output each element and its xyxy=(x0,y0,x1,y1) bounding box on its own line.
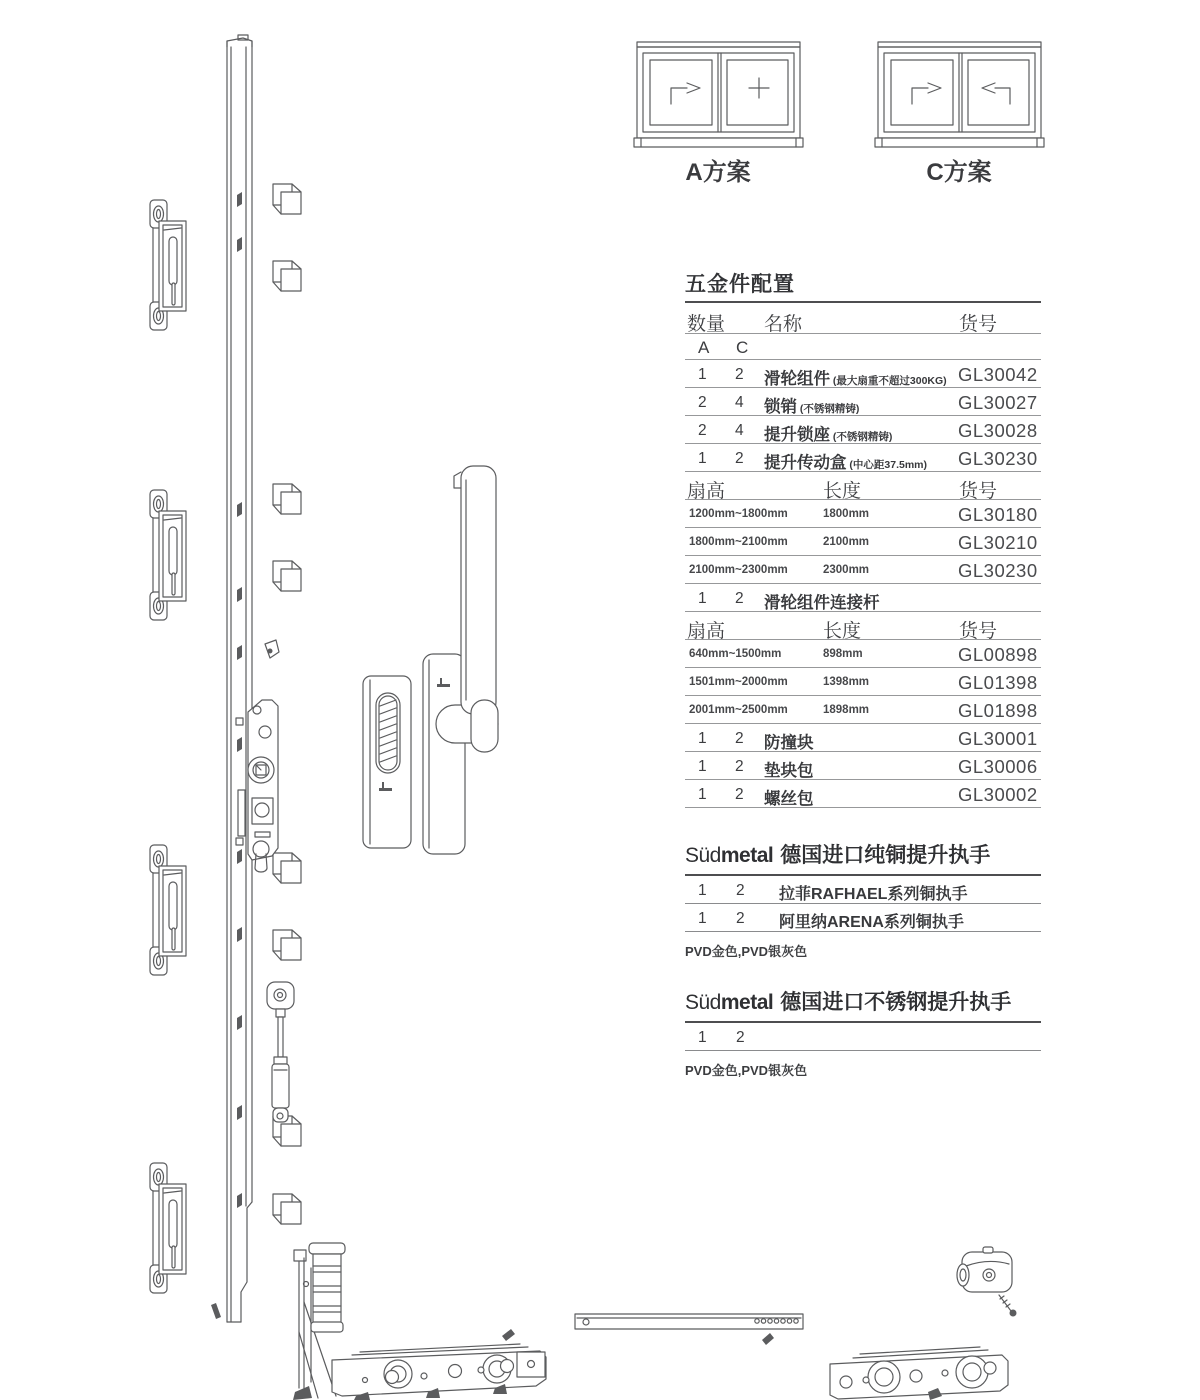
length-value: 1398mm xyxy=(823,676,870,688)
plan-a-label: A方案 xyxy=(685,159,751,186)
sash-height-range: 1200mm~1800mm xyxy=(689,508,788,520)
qty-c: 2 xyxy=(735,758,744,775)
part-code: GL30002 xyxy=(958,784,1038,805)
part-name: 锁销 (不锈钢精铸) xyxy=(764,398,860,416)
size-row xyxy=(685,640,1041,668)
hardware-row xyxy=(685,724,1041,752)
roller-assembly-drawing xyxy=(762,1333,1008,1400)
part-code: GL30180 xyxy=(958,504,1038,525)
size-row xyxy=(685,668,1041,696)
qty-c: 2 xyxy=(736,1029,745,1046)
hardware-row xyxy=(685,360,1041,388)
hardware-row xyxy=(685,584,1041,612)
sash-height-range: 2001mm~2500mm xyxy=(689,704,788,716)
part-note: (最大扇重不超过300KG) xyxy=(830,375,947,387)
handle-row xyxy=(685,904,1041,932)
part-name: 提升锁座 (不锈钢精铸) xyxy=(764,426,893,444)
size-header-row xyxy=(685,612,1041,640)
brand-metal: metal xyxy=(720,844,774,867)
sash-height-range: 1800mm~2100mm xyxy=(689,536,788,548)
window-plan-c-drawing xyxy=(875,42,1044,147)
brass-section-title xyxy=(685,839,1041,876)
hardware-row xyxy=(685,388,1041,416)
qty-c: 2 xyxy=(735,450,744,467)
gas-spring-drawing xyxy=(267,982,294,1122)
part-code: GL00898 xyxy=(958,644,1038,665)
handle-row xyxy=(685,1023,1041,1051)
corner-drive-drawing xyxy=(293,1243,546,1400)
sash-height-range: 2100mm~2300mm xyxy=(689,564,788,576)
col-code: 货号 xyxy=(959,314,998,335)
part-code: GL01398 xyxy=(958,672,1038,693)
steel-section-title xyxy=(685,986,1041,1023)
qty-col-a: A xyxy=(698,338,710,357)
lift-handle-drawing xyxy=(423,466,498,854)
part-code: GL30230 xyxy=(958,560,1038,581)
qty-a: 1 xyxy=(698,590,707,607)
part-note: (中心距37.5mm) xyxy=(846,459,928,471)
qty-a: 1 xyxy=(698,910,707,927)
qty-subheader xyxy=(685,334,1041,360)
screw-drawing xyxy=(999,1295,1017,1317)
hardware-table-header xyxy=(685,303,1041,334)
size-row xyxy=(685,500,1041,528)
qty-c: 2 xyxy=(736,882,745,899)
brand-sud: Süd xyxy=(685,991,721,1014)
qty-a: 2 xyxy=(698,422,707,439)
size-header-row xyxy=(685,472,1041,500)
col-qty: 数量 xyxy=(687,314,726,335)
steel-handle-section xyxy=(685,986,1041,1079)
flush-pull-drawing xyxy=(363,676,411,848)
part-name: 滑轮组件 (最大扇重不超过300KG) xyxy=(764,370,947,388)
size-row xyxy=(685,696,1041,724)
length-value: 898mm xyxy=(823,648,863,660)
col-sash-height: 扇高 xyxy=(687,481,726,502)
length-value: 1898mm xyxy=(823,704,870,716)
hardware-row xyxy=(685,416,1041,444)
part-code: GL30028 xyxy=(958,420,1038,441)
qty-c: 2 xyxy=(735,730,744,747)
qty-a: 1 xyxy=(698,450,707,467)
part-code: GL30006 xyxy=(958,756,1038,777)
length-value: 2300mm xyxy=(823,564,870,576)
locking-rail-drawing xyxy=(211,35,279,1322)
brass-handle-section xyxy=(685,839,1041,960)
qty-c: 2 xyxy=(735,366,744,383)
qty-c: 4 xyxy=(735,394,744,411)
brass-finish-note: PVD金色,PVD银灰色 xyxy=(685,944,808,959)
length-value: 2100mm xyxy=(823,536,870,548)
brass-handle-rows xyxy=(685,876,1041,932)
qty-a: 1 xyxy=(698,758,707,775)
part-name: 滑轮组件连接杆 xyxy=(764,594,880,612)
qty-c: 2 xyxy=(735,786,744,803)
qty-c: 4 xyxy=(735,422,744,439)
part-code: GL30001 xyxy=(958,728,1038,749)
hardware-rows xyxy=(685,360,1041,808)
qty-a: 2 xyxy=(698,394,707,411)
col-length: 长度 xyxy=(823,481,862,502)
part-name: 垫块包 xyxy=(764,762,814,780)
hardware-config-table xyxy=(685,272,1041,808)
qty-a: 1 xyxy=(698,1029,707,1046)
hardware-row xyxy=(685,444,1041,472)
anti-collision-block-drawing xyxy=(957,1247,1012,1292)
steel-handle-rows xyxy=(685,1023,1041,1051)
size-row xyxy=(685,556,1041,584)
handle-name: 拉菲RAFHAEL系列铜执手 xyxy=(779,886,968,903)
qty-a: 1 xyxy=(698,786,707,803)
steel-finish-note: PVD金色,PVD银灰色 xyxy=(685,1063,808,1078)
hardware-row xyxy=(685,752,1041,780)
part-code: GL30230 xyxy=(958,448,1038,469)
handle-name: 阿里纳ARENA系列铜执手 xyxy=(779,914,964,931)
brand-metal: metal xyxy=(720,991,774,1014)
window-plan-a-drawing xyxy=(634,42,803,147)
col-name: 名称 xyxy=(764,314,803,335)
connecting-bar-drawing xyxy=(575,1314,803,1329)
qty-a: 1 xyxy=(698,730,707,747)
col-code: 货号 xyxy=(959,621,998,642)
part-name: 螺丝包 xyxy=(764,790,814,808)
part-code: GL01898 xyxy=(958,700,1038,721)
part-name: 提升传动盒 (中心距37.5mm) xyxy=(764,454,928,472)
steel-section-heading: 德国进口不锈钢提升执手 xyxy=(780,991,1012,1014)
brand-sud: Süd xyxy=(685,844,721,867)
sash-height-range: 640mm~1500mm xyxy=(689,648,782,660)
part-code: GL30210 xyxy=(958,532,1038,553)
part-note: (不锈钢精铸) xyxy=(830,431,893,443)
plan-c-label: C方案 xyxy=(926,159,992,186)
sash-height-range: 1501mm~2000mm xyxy=(689,676,788,688)
handle-row xyxy=(685,876,1041,904)
part-note: (不锈钢精铸) xyxy=(797,403,860,415)
part-code: GL30042 xyxy=(958,364,1038,385)
col-code: 货号 xyxy=(959,481,998,502)
col-length: 长度 xyxy=(823,621,862,642)
gearbox-drawing xyxy=(236,700,278,872)
qty-a: 1 xyxy=(698,882,707,899)
part-name: 防撞块 xyxy=(764,734,814,752)
keeper-plate-drawing xyxy=(150,200,186,1293)
qty-c: 2 xyxy=(736,910,745,927)
hardware-row xyxy=(685,780,1041,808)
size-row xyxy=(685,528,1041,556)
qty-c: 2 xyxy=(735,590,744,607)
part-code: GL30027 xyxy=(958,392,1038,413)
length-value: 1800mm xyxy=(823,508,870,520)
brass-section-heading: 德国进口纯铜提升执手 xyxy=(780,844,991,867)
col-sash-height: 扇高 xyxy=(687,621,726,642)
hardware-config-title: 五金件配置 xyxy=(685,272,1041,303)
qty-a: 1 xyxy=(698,366,707,383)
qty-col-c: C xyxy=(736,338,749,357)
